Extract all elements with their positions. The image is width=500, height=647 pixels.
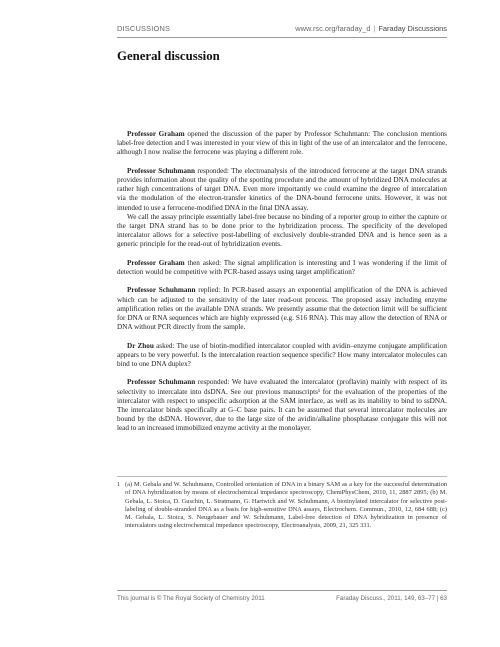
speaker-name: Professor Graham bbox=[127, 130, 185, 138]
header-url[interactable]: www.rsc.org/faraday_d bbox=[295, 24, 371, 33]
header-section-label: DISCUSSIONS bbox=[117, 24, 171, 33]
discussion-paragraph bbox=[117, 259, 447, 277]
paragraph-text: then asked: The signal amplification is interesting and I was wondering if the limit of detection would be competitive with PCR-based assays using target amplification? bbox=[117, 258, 447, 277]
speaker-name: Professor Graham bbox=[127, 258, 185, 267]
discussion-paragraph bbox=[117, 213, 447, 250]
references-rule bbox=[117, 476, 447, 477]
discussion-paragraph bbox=[117, 167, 447, 213]
header-separator: | bbox=[373, 24, 376, 33]
discussion-body bbox=[117, 130, 447, 434]
paragraph-text: We call the assay principle essentially label-free because no binding of a reporter group to either the capture or the target DNA strand has to be done prior to the hybridization process. The specificity of the developed intercalator allows for a selective post-labelling of exclusively double-stranded DNA and is hence seen as a generic principle for the read-out of hybridization events. bbox=[117, 212, 447, 249]
header-journal-name: Faraday Discussions bbox=[378, 24, 447, 33]
discussion-paragraph bbox=[117, 130, 447, 158]
reference-text: (a) M. Gebala and W. Schuhmann, Controlled orientation of DNA in a binary SAM as a key for the successful determination of DNA hybridization by means of electrochemical impedance spectroscopy, ChemPhysChem, 2010, 11, 2887 2895; (b) M. Gebala, L. Stoica, D. Guschin, L. Stratmann, G. Hartwich and W. Schuhmann, A biotinylated intercalator for selective post-labeling of double-stranded DNA as a basis for high-sensitive DNA assays, Electrochem. Commun., 2010, 12, 684 688; (c) M. Gebala, L. Stoica, S. Neugebauer and W. Schuhmann, Label-free detection of DNA hybridization in presence of intercalators using electrochemical impedance spectroscopy, Electroanalysis, 2009, 21, 325 331. bbox=[125, 481, 447, 530]
paragraph-text: opened the discussion of the paper by Professor Schuhmann: The conclusion mentions label-free detection and I was interested in your view of this in light of the use of an intercalator and the ferrocene, although I now realise the ferrocene was playing a different role. bbox=[117, 130, 447, 157]
paragraph-text: responded: We have evaluated the intercalator (proflavin) mainly with respect of its selectivity to intercalate into dsDNA. See our previous manuscripts¹ for the evaluation of the properties of the intercalator with respect to unspecific adsorption at the SAM interface, as well as its inability to bind to ssDNA. The intercalator binds specifically at G–C base pairs. It can be assumed that several intercalator molecules are bound by the dsDNA. However, due to the large size of the avidin/alkaline phosphatase conjugate this will not lead to an increased immobilized enzyme activity at the monolayer. bbox=[117, 378, 447, 433]
speaker-name: Professor Schuhmann bbox=[127, 378, 196, 387]
reference-number: 1 bbox=[117, 481, 121, 488]
discussion-paragraph bbox=[117, 342, 447, 370]
speaker-name: Dr Zhou bbox=[127, 341, 154, 350]
footer-rule bbox=[117, 590, 447, 591]
paragraph-text: replied: In PCR-based assays an exponential amplification of the DNA is achieved which can be adjusted to the sensitivity of the later read-out process. The proposed assay including enzyme amplification relies on the available DNA strands. We presently assume that the detection limit will be sufficient for DNA or RNA sequences which are highly expressed (e.g. S16 RNA). This may allow the detection of RNA or DNA without PCR directly from the sample. bbox=[117, 286, 447, 332]
page-title: General discussion bbox=[117, 49, 220, 63]
speaker-name: Professor Schuhmann bbox=[127, 166, 195, 175]
running-header bbox=[117, 24, 447, 36]
discussion-paragraph bbox=[117, 286, 447, 332]
speaker-name: Professor Schuhmann bbox=[127, 286, 196, 295]
paragraph-text: asked: The use of biotin-modified intercalator coupled with avidin–enzyme conjugate amplification appears to be very powerful. Is the intercalation reaction sequence specific? How many intercalator molecules can bind to one DNA duplex? bbox=[117, 341, 447, 369]
footer-copyright: This journal is © The Royal Society of Chemistry 2011 bbox=[117, 595, 265, 602]
paragraph-text: responded: The electroanalysis of the introduced ferrocene at the target DNA strands provides information about the quality of the spotting procedure and the amount of hybridized DNA molecules at rather high concentrations of target DNA. Even more importantly we could examine the degree of intercalation via the modulation of the electron-transfer kinetics of the DNA-bound ferrocene units. However, it was not intended to use a ferrocene-modified DNA in the final DNA assay. bbox=[117, 166, 447, 212]
footer-citation: Faraday Discuss., 2011, 149, 63–77 | 63 bbox=[336, 595, 447, 602]
discussion-paragraph bbox=[117, 378, 447, 433]
header-journal-info bbox=[295, 24, 447, 33]
header-rule bbox=[117, 37, 447, 38]
references-list bbox=[117, 481, 447, 531]
reference-item bbox=[117, 481, 447, 531]
